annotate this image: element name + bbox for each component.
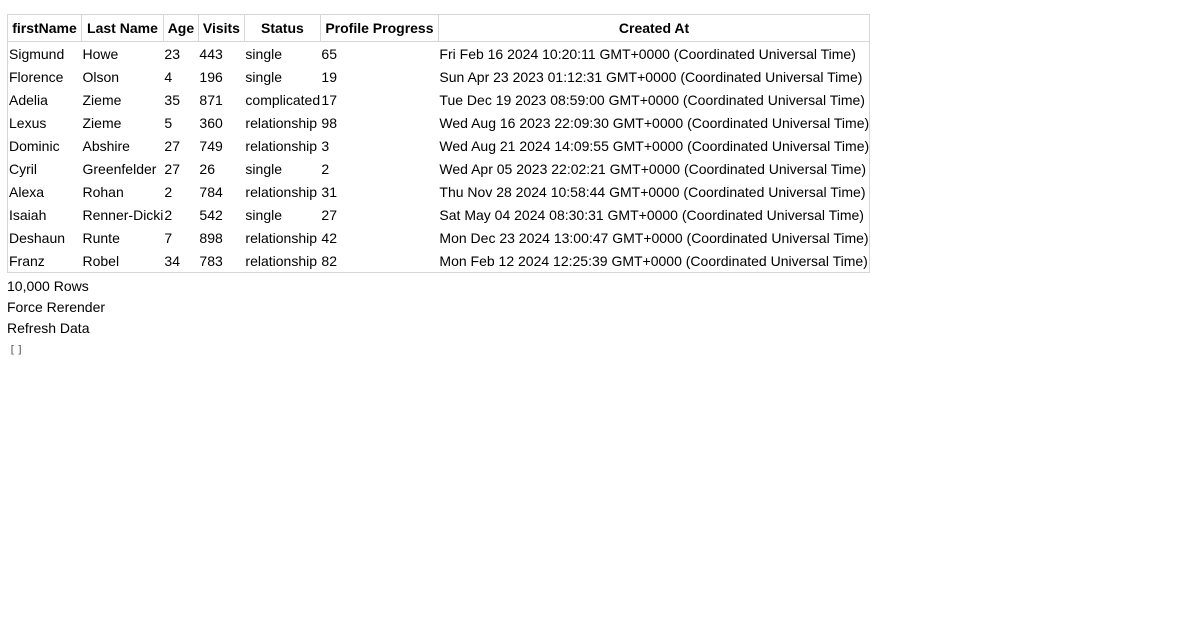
table-cell: 871 [199,91,223,108]
table-row [8,226,870,249]
table-cell: 27 [321,206,337,223]
table-cell: 34 [164,252,180,269]
table-cell: 542 [199,206,223,223]
table-row [8,42,870,66]
table-cell: Adelia [9,91,48,108]
refresh-data-button[interactable]: Refresh Data [7,320,90,336]
table-row [8,111,870,134]
table-cell: Sat May 04 2024 08:30:31 GMT+0000 (Coordinated Universal Time) [439,206,864,223]
table-cell: 784 [199,183,223,200]
table-row [8,249,870,273]
table-cell: 443 [199,45,223,62]
table-cell: 196 [199,68,223,85]
column-header[interactable]: firstName [8,15,82,42]
data-table [7,14,870,273]
table-cell: Wed Aug 21 2024 14:09:55 GMT+0000 (Coordinated Universal Time) [439,137,870,154]
table-cell: Florence [9,68,64,85]
table-cell: 65 [321,45,337,62]
table-cell: 783 [199,252,223,269]
table-cell: Zieme [82,114,122,131]
table-cell: 4 [164,68,173,85]
table-cell: Abshire [82,137,130,154]
table-row [8,65,870,88]
table-cell: relationship [245,229,318,246]
table-cell: 26 [199,160,215,177]
table-cell: 82 [321,252,337,269]
table-cell: 19 [321,68,337,85]
table-cell: Zieme [82,91,122,108]
table-row [8,88,870,111]
table-cell: relationship [245,252,318,269]
table-cell: Wed Aug 16 2023 22:09:30 GMT+0000 (Coordinated Universal Time) [439,114,870,131]
table-cell: relationship [245,114,318,131]
table-cell: 35 [164,91,180,108]
table-cell: complicated [245,91,321,108]
table-cell: 2 [164,183,173,200]
table-cell: Sigmund [9,45,65,62]
table-cell: Mon Feb 12 2024 12:25:39 GMT+0000 (Coordinated Universal Time) [439,252,868,269]
table-cell: Rohan [82,183,124,200]
column-header[interactable]: Profile Progress [320,15,438,42]
table-cell: 7 [164,229,173,246]
column-header[interactable]: Visits [198,15,244,42]
rows-count-button[interactable]: 10,000 Rows [7,278,89,294]
table-cell: Lexus [9,114,47,131]
table-cell: Olson [82,68,120,85]
table-header-row [8,15,870,42]
table-cell: single [245,45,283,62]
table-cell: Tue Dec 19 2023 08:59:00 GMT+0000 (Coordinated Universal Time) [439,91,865,108]
column-header[interactable]: Last Name [82,15,164,42]
table-row [8,134,870,157]
table-cell: Sun Apr 23 2023 01:12:31 GMT+0000 (Coordinated Universal Time) [439,68,863,85]
table-row [8,203,870,226]
table-cell: 360 [199,114,223,131]
table-cell: Runte [82,229,120,246]
table-cell: relationship [245,137,318,154]
table-cell: Franz [9,252,45,269]
table-cell: single [245,160,283,177]
table-cell: Cyril [9,160,37,177]
table-row [8,157,870,180]
table-cell: 5 [164,114,173,131]
table-body [8,42,870,273]
table-cell: Renner-Dicki [82,206,164,223]
column-header[interactable]: Status [244,15,320,42]
table-cell: Thu Nov 28 2024 10:58:44 GMT+0000 (Coordinated Universal Time) [439,183,866,200]
table-cell: 17 [321,91,337,108]
table-cell: single [245,68,283,85]
table-cell: 42 [321,229,337,246]
table-cell: single [245,206,283,223]
table-cell: Robel [82,252,120,269]
table-cell: 2 [164,206,173,223]
table-cell: Deshaun [9,229,66,246]
table-container [7,14,870,360]
force-rerender-button[interactable]: Force Rerender [7,299,106,315]
table-cell: 98 [321,114,337,131]
table-cell: Isaiah [9,206,47,223]
controls [7,276,870,360]
table-cell: 31 [321,183,337,200]
table-cell: Wed Apr 05 2023 22:02:21 GMT+0000 (Coordinated Universal Time) [439,160,867,177]
table-cell: Alexa [9,183,45,200]
column-header[interactable]: Created At [438,15,869,42]
table-row [8,180,870,203]
table-cell: 898 [199,229,223,246]
table-cell: Howe [82,45,119,62]
table-cell: 2 [321,160,330,177]
table-cell: 23 [164,45,180,62]
table-cell: Mon Dec 23 2024 13:00:47 GMT+0000 (Coordinated Universal Time) [439,229,869,246]
table-cell: Dominic [9,137,60,154]
table-cell: Greenfelder [82,160,157,177]
table-cell: relationship [245,183,318,200]
table-cell: 27 [164,137,180,154]
table-cell: 749 [199,137,223,154]
table-cell: 3 [321,137,330,154]
table-cell: Fri Feb 16 2024 10:20:11 GMT+0000 (Coordinated Universal Time) [439,45,856,62]
column-header[interactable]: Age [163,15,198,42]
table-cell: 27 [164,160,180,177]
state-output: [] [9,343,25,356]
